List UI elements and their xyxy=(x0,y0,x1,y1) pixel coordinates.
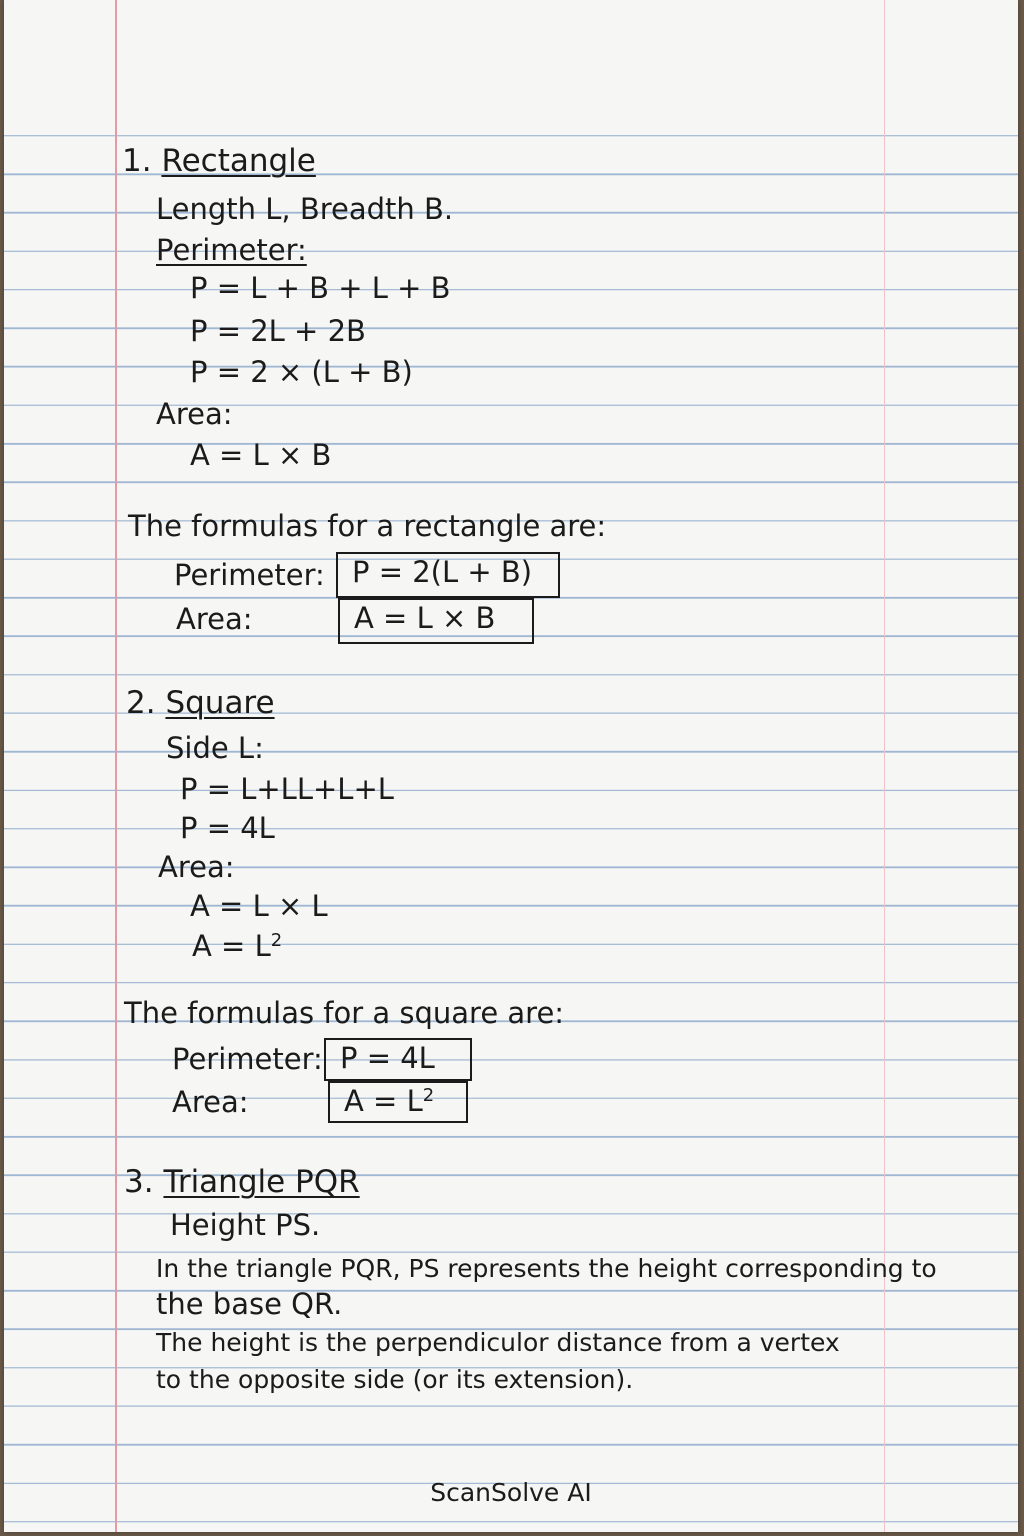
watermark-text: ScanSolve AI xyxy=(430,1478,592,1507)
square-summary-perimeter-label: Perimeter: xyxy=(172,1042,323,1076)
square-perimeter-step-1: P = L+LL+L+L xyxy=(180,772,394,806)
triangle-number: 3. xyxy=(124,1164,154,1200)
triangle-line-1: In the triangle PQR, PS represents the height corresponding to xyxy=(156,1254,937,1283)
square-number: 2. xyxy=(126,685,156,721)
rectangle-number: 1. xyxy=(122,143,152,179)
square-area-step-1: A = L × L xyxy=(190,889,328,923)
rectangle-area-step-1: A = L × B xyxy=(190,438,332,472)
triangle-line-3: The height is the perpendiculor distance from a vertex xyxy=(156,1328,840,1357)
square-area-step-2 xyxy=(192,929,283,963)
right-margin-line xyxy=(884,0,885,1532)
square-area-formula-exponent: 2 xyxy=(422,1085,435,1107)
rectangle-perimeter-step-2: P = 2L + 2B xyxy=(190,314,366,348)
triangle-heading xyxy=(124,1164,360,1200)
rectangle-summary-intro: The formulas for a rectangle are: xyxy=(128,509,607,543)
square-area-formula-box xyxy=(328,1081,468,1123)
square-heading xyxy=(126,685,275,721)
left-margin-line xyxy=(115,0,117,1532)
notebook-page xyxy=(4,0,1018,1532)
rectangle-given: Length L, Breadth B. xyxy=(156,192,454,226)
rectangle-title: Rectangle xyxy=(161,143,316,179)
square-area-formula-base: A = L xyxy=(344,1084,423,1118)
square-given: Side L: xyxy=(166,731,264,765)
rectangle-area-label: Area: xyxy=(156,397,233,431)
rectangle-summary-area-label: Area: xyxy=(176,602,253,636)
rectangle-perimeter-step-1: P = L + B + L + B xyxy=(190,271,451,305)
square-summary-intro: The formulas for a square are: xyxy=(124,996,565,1030)
rectangle-heading xyxy=(122,143,316,179)
rectangle-area-formula-box: A = L × B xyxy=(338,598,534,644)
triangle-title: Triangle PQR xyxy=(163,1164,360,1200)
square-title: Square xyxy=(165,685,275,721)
rectangle-perimeter-formula-box: P = 2(L + B) xyxy=(336,552,560,598)
square-area-label: Area: xyxy=(158,850,235,884)
square-area-step-2-base: A = L xyxy=(192,929,271,963)
square-area-step-2-exponent: 2 xyxy=(270,930,283,952)
triangle-given: Height PS. xyxy=(170,1208,321,1242)
rectangle-perimeter-label: Perimeter: xyxy=(156,233,307,267)
triangle-line-4: to the opposite side (or its extension). xyxy=(156,1365,634,1394)
rectangle-summary-perimeter-label: Perimeter: xyxy=(174,558,325,592)
square-summary-area-label: Area: xyxy=(172,1085,249,1119)
square-perimeter-formula-box: P = 4L xyxy=(324,1038,472,1081)
rectangle-perimeter-step-3: P = 2 × (L + B) xyxy=(190,355,413,389)
triangle-line-2: the base QR. xyxy=(156,1287,343,1321)
square-perimeter-step-2: P = 4L xyxy=(180,811,275,845)
